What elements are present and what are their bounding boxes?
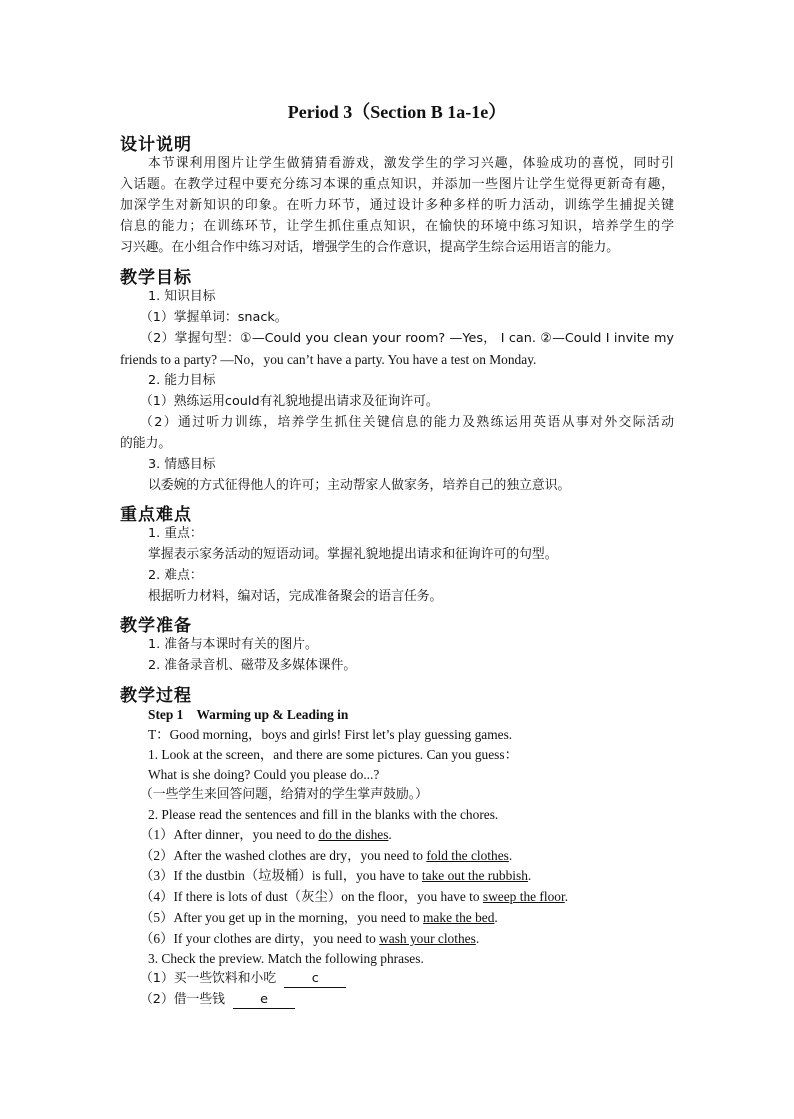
step-1-heading: Step 1 Warming up & Leading in <box>148 707 349 722</box>
goal-knowledge-1: （1）掌握单词：snack。 <box>140 310 288 325</box>
goal-ability-2a: （2）通过听力训练，培养学生抓住关键信息的能力及熟练运用英语从事对外交际活动 <box>140 415 674 430</box>
section-heading-keypoints: 重点难点 <box>120 505 192 525</box>
chore-item-6: （6）If your clothes are dirty，you need to wash your clothes. <box>140 931 480 946</box>
goal-knowledge-2b: friends to a party? —No，you can’t have a party. You have a test on Monday. <box>120 352 537 367</box>
instruction-2: 2. Please read the sentences and fill in the blanks with the chores. <box>148 807 499 822</box>
chore-item-3: （3）If the dustbin（垃圾桶）is full，you have to take out the rubbish. <box>140 868 532 883</box>
section-heading-process: 教学过程 <box>120 686 192 706</box>
goal-knowledge: 1. 知识目标 <box>148 289 216 304</box>
chore-item-4: （4）If there is lots of dust（灰尘）on the floor，you have to sweep the floor. <box>140 889 569 904</box>
student-note: （一些学生来回答问题，给猜对的学生掌声鼓励。） <box>140 787 428 802</box>
design-line-4: 信息的能力；在训练环节，让学生抓住重点知识，在愉快的环境中练习知识，培养学生的学 <box>120 219 674 234</box>
keypoint-label: 1. 重点： <box>148 526 203 541</box>
section-heading-prep: 教学准备 <box>120 616 192 636</box>
instruction-3: 3. Check the preview. Match the following phrases. <box>148 951 424 966</box>
goal-ability-1: （1）熟练运用could有礼貌地提出请求及征询许可。 <box>140 394 439 409</box>
match-answer-blank: e <box>233 992 295 1009</box>
page-title: Period 3（Section B 1a-1e） <box>287 102 507 122</box>
section-heading-design: 设计说明 <box>120 135 192 155</box>
difficulty-text: 根据听力材料，编对话，完成准备聚会的语言任务。 <box>148 589 443 604</box>
section-heading-goals: 教学目标 <box>120 268 192 288</box>
chore-answer: take out the rubbish <box>421 868 528 883</box>
design-line-2: 入话题。在教学过程中要充分练习本课的重点知识，并添加一些图片让学生觉得更新奇有趣， <box>120 177 674 192</box>
chore-item-2: （2）After the washed clothes are dry，you need to fold the clothes. <box>140 848 513 863</box>
goal-ability-2b: 的能力。 <box>120 436 172 451</box>
design-line-5: 习兴趣。在小组合作中练习对话，增强学生的合作意识，提高学生综合运用语言的能力。 <box>120 240 620 255</box>
keypoint-text: 掌握表示家务活动的短语动词。掌握礼貌地提出请求和征询许可的句型。 <box>148 547 558 562</box>
prep-item-1: 1. 准备与本课时有关的图片。 <box>148 637 318 652</box>
goal-emotion-1: 以委婉的方式征得他人的许可；主动帮家人做家务，培养自己的独立意识。 <box>148 478 571 493</box>
chore-answer: sweep the floor <box>482 889 565 904</box>
teacher-greeting: T：Good morning，boys and girls! First let’s play guessing games. <box>148 727 513 742</box>
match-answer-blank: c <box>284 971 346 988</box>
prep-item-2: 2. 准备录音机、磁带及多媒体课件。 <box>148 658 357 673</box>
chore-answer: make the bed <box>423 910 495 925</box>
chore-item-5: （5）After you get up in the morning，you need to make the bed. <box>140 910 498 925</box>
chore-answer: fold the clothes <box>426 848 509 863</box>
goal-knowledge-2a: （2）掌握句型：①—Could you clean your room? —Yes， I can. ②—Could I invite my <box>140 331 674 346</box>
design-line-1: 本节课利用图片让学生做猜猜看游戏，激发学生的学习兴趣，体验成功的喜悦，同时引 <box>148 156 674 171</box>
chore-answer: wash your clothes <box>379 931 476 946</box>
chore-item-1: （1）After dinner，you need to do the dishes. <box>140 827 392 842</box>
match-item-1: （1）买一些饮料和小吃 c <box>140 969 346 989</box>
difficulty-label: 2. 难点： <box>148 568 203 583</box>
question-1: What is she doing? Could you please do...? <box>148 767 380 782</box>
goal-emotion: 3. 情感目标 <box>148 457 216 472</box>
match-item-2: （2）借一些钱 e <box>140 990 295 1010</box>
chore-answer: do the dishes <box>318 827 389 842</box>
goal-ability: 2. 能力目标 <box>148 373 216 388</box>
instruction-1: 1. Look at the screen，and there are some pictures. Can you guess： <box>148 747 518 762</box>
design-line-3: 加深学生对新知识的印象。在听力环节，通过设计多种多样的听力活动，训练学生捕捉关键 <box>120 198 674 213</box>
